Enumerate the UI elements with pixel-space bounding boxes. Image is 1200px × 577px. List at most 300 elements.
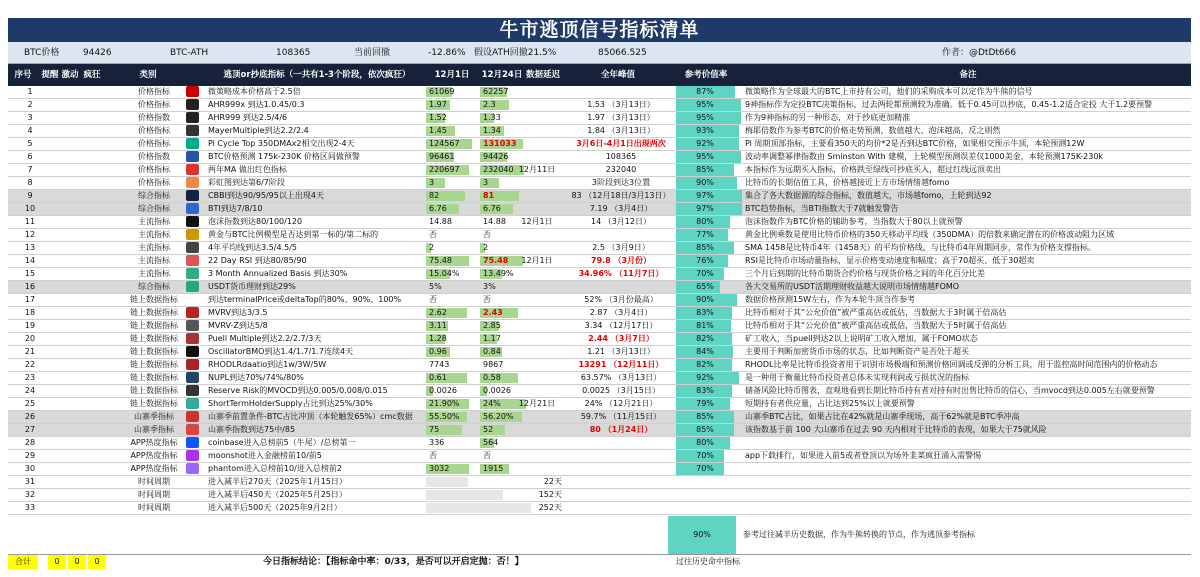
time-rate-cell[interactable]: 90% (668, 516, 736, 554)
row-dec1-value[interactable]: 3.11 (429, 321, 447, 330)
row-id[interactable]: 27 (24, 425, 36, 434)
table-row (8, 372, 1191, 385)
row-dec1-value[interactable]: 1.28 (429, 334, 447, 343)
bp-icon-glyph (186, 151, 199, 162)
time-row-days[interactable]: 22天 (543, 477, 562, 486)
table-row (8, 229, 1191, 242)
row-category[interactable]: 主流指标 (138, 217, 170, 226)
row-category[interactable]: 链上数据指标 (130, 321, 178, 330)
row-rate[interactable]: 83% (696, 386, 714, 395)
row-dec24-value[interactable]: 75.48 (483, 256, 509, 265)
row-indicator[interactable]: OscillatorBMO到达1.4/1.7/1.7连续4天 (208, 347, 354, 356)
row-peak[interactable]: 0.0025 （3月15日） (582, 386, 660, 395)
row-dec24-value[interactable]: 1915 (483, 464, 504, 473)
row-note[interactable]: 短期持有者供应量，占比达到25%以上就要预警 (745, 399, 915, 408)
row-dec1-value[interactable]: 82 (429, 191, 440, 200)
row-rate[interactable]: 87% (696, 87, 714, 96)
row-dec1-value[interactable]: 14.88 (429, 217, 452, 226)
row-dec1-value[interactable]: 3 (429, 178, 435, 187)
row-id[interactable]: 14 (24, 256, 36, 265)
row-dec24-value[interactable]: 否 (483, 295, 491, 304)
row-peak[interactable]: 63.57% （3月13日） (580, 373, 662, 382)
col-id: 序号 (14, 70, 32, 80)
row-dec1-value[interactable]: 5% (429, 282, 442, 291)
row-note[interactable]: 三个月后到期的比特币期货合约价格与现货价格之间的年化百分比差 (745, 269, 985, 278)
col-dec1: 12月1日 (434, 70, 470, 80)
row-rate[interactable]: 92% (696, 139, 714, 148)
row-rate[interactable]: 97% (696, 204, 714, 213)
row-rate[interactable]: 93% (696, 126, 714, 135)
row-indicator[interactable]: BTC价格预测 175k-230K 价格区间做预警 (208, 152, 360, 161)
row-note[interactable]: 山寨季BTC占比，如果占比在42%就是山寨季现场，高于62%就是BTC季冲高 (745, 412, 1020, 421)
row-peak[interactable]: 108365 (605, 152, 637, 161)
row-peak[interactable]: 52% （3月份最高） (584, 295, 658, 304)
row-category[interactable]: 价格指标 (138, 126, 170, 135)
row-dec24-value[interactable]: 9867 (483, 360, 504, 369)
rsi-icon-glyph (186, 255, 199, 266)
row-dec24-value[interactable]: 2.85 (483, 321, 501, 330)
row-id[interactable]: 23 (24, 373, 36, 382)
row-indicator[interactable]: 泡沫指数到达80/100/120 (208, 217, 303, 226)
row-dec24-value[interactable]: 0.58 (483, 373, 501, 382)
row-rate[interactable]: 77% (696, 230, 714, 239)
ahr-icon (186, 112, 199, 124)
row-indicator[interactable]: 到达terminalPrice或deltaTop的80%、90%、100% (208, 295, 402, 304)
row-dec1-value[interactable]: 2 (429, 243, 435, 252)
row-dec1-value[interactable]: 1.45 (429, 126, 447, 135)
row-category[interactable]: 链上数据指标 (130, 360, 178, 369)
row-id[interactable]: 15 (24, 269, 36, 278)
row-peak[interactable]: 59.7% （11月15日） (580, 412, 662, 421)
total-crazy[interactable]: 0 (88, 555, 106, 569)
row-id[interactable]: 13 (24, 243, 36, 252)
btc-price-value[interactable]: 94426 (83, 48, 112, 58)
row-id[interactable]: 1 (27, 87, 33, 96)
ph-icon (186, 463, 199, 475)
row-note[interactable]: 9神指标作为定投BTC决策指标，过去两轮都预测较为准确。低于0.45可以抄底，0.45-1.2适合定投 大于1.2要预警 (745, 100, 1153, 109)
row-indicator[interactable]: moonshot进入金融榜前10/前5 (208, 451, 322, 460)
row-peak[interactable]: 1.21 （3月13日） (587, 347, 655, 356)
row-dec24-value[interactable]: 56.20% (483, 412, 514, 421)
row-category[interactable]: 链上数据指标 (130, 399, 178, 408)
row-peak[interactable]: 3.34 （12月17日） (584, 321, 658, 330)
row-id[interactable]: 11 (24, 217, 36, 226)
row-dec24-value[interactable]: 2.3 (483, 100, 496, 109)
table-row (8, 268, 1191, 281)
row-category[interactable]: 主流指标 (138, 243, 170, 252)
row-dec24-value[interactable]: 13.49% (483, 269, 514, 278)
row-note[interactable]: 作为9神指标的另一种形态，对于抄底更加精准 (745, 113, 911, 122)
row-rate[interactable]: 76% (696, 256, 714, 265)
row-category[interactable]: 价格指数 (138, 113, 170, 122)
row-peak[interactable]: 24% （12月21日） (584, 399, 658, 408)
rb-icon-glyph (186, 177, 199, 188)
row-id[interactable]: 3 (27, 113, 33, 122)
row-dec1-value[interactable]: 21.90% (429, 399, 460, 408)
time-row-category[interactable]: 时间周期 (138, 503, 170, 512)
row-dec1-value[interactable]: 否 (429, 295, 437, 304)
row-category[interactable]: APP热度指标 (130, 438, 178, 447)
row-category[interactable]: 价格指数 (138, 152, 170, 161)
row-dec1-value[interactable]: 3032 (429, 464, 450, 473)
row-id[interactable]: 17 (24, 295, 36, 304)
row-category[interactable]: 综合指标 (138, 204, 170, 213)
row-rate[interactable]: 95% (696, 113, 714, 122)
row-indicator[interactable]: Pi Cycle Top 350DMAx2相交出现2-4天 (208, 139, 355, 148)
row-dec24-value[interactable]: 否 (483, 230, 491, 239)
row-dec1-value[interactable]: 1.52 (429, 113, 447, 122)
row-note[interactable]: RSI是比特币市场动量指标，显示价格变动速度和幅度；高于70超买、低于30超卖 (745, 256, 1035, 265)
row-indicator[interactable]: AHR999x 到达1.0.45/0.3 (208, 100, 305, 109)
row-note[interactable]: 矿工收入，当puell到达2以上说明矿工收入增加，属于FOMO状态 (745, 334, 978, 343)
row-rate[interactable]: 81% (696, 321, 714, 330)
row-id[interactable]: 20 (24, 334, 36, 343)
row-note[interactable]: 比特币相对于其“公允价值”被严重高估或低估，当数据大于5时属于倍高估 (745, 321, 1007, 330)
row-rate[interactable]: 95% (696, 152, 714, 161)
row-rate[interactable]: 80% (696, 217, 714, 226)
row-dec1-value[interactable]: 否 (429, 230, 437, 239)
total-alert[interactable]: 0 (48, 555, 66, 569)
row-rate[interactable]: 70% (696, 464, 714, 473)
row-delay[interactable]: 12月21日 (518, 399, 556, 408)
row-indicator[interactable]: 4年平均线到达3.5/4.5/5 (208, 243, 298, 252)
row-id[interactable]: 24 (24, 386, 36, 395)
row-note[interactable]: 本指标作为远期买入指标，价格跌至绿线可抄底买入，超过红线远顶卖出 (745, 165, 1001, 174)
row-dec24-value[interactable]: 3% (483, 282, 496, 291)
row-dec1-value[interactable]: 15.04% (429, 269, 460, 278)
row-dec24-value[interactable]: 1.34 (483, 126, 501, 135)
row-indicator[interactable]: coinbase进入总榜前5（牛尾）/总榜第一 (208, 438, 356, 447)
row-dec24-value[interactable]: 2 (483, 243, 489, 252)
row-delay[interactable]: 12月11日 (518, 165, 556, 174)
row-dec24-value[interactable]: 131033 (483, 139, 517, 148)
row-dec1-value[interactable]: 0.61 (429, 373, 447, 382)
row-category[interactable]: 主流指标 (138, 256, 170, 265)
row-category[interactable]: 主流指标 (138, 230, 170, 239)
table-row (8, 281, 1191, 294)
row-id[interactable]: 26 (24, 412, 36, 421)
ms-icon-glyph (186, 450, 199, 461)
row-note[interactable]: 数据价格预测15W左右，作为本轮牛顶当作参考 (745, 295, 916, 304)
row-rate[interactable]: 85% (696, 412, 714, 421)
row-dec1-value[interactable]: 336 (429, 438, 445, 447)
row-rate[interactable]: 90% (696, 295, 714, 304)
bmo-icon-glyph (186, 346, 199, 357)
row-id[interactable]: 8 (27, 178, 33, 187)
time-row-category[interactable]: 时间周期 (138, 477, 170, 486)
mvrv-icon-glyph (186, 307, 199, 318)
row-indicator[interactable]: 彩虹图到达第6/7阶段 (208, 178, 285, 187)
row-note[interactable]: app下载排行，如果进入前5或者登顶以为场外韭菜疯狂涌入需警惕 (745, 451, 982, 460)
row-category[interactable]: 价格指标 (138, 87, 170, 96)
row-rate[interactable]: 80% (696, 438, 714, 447)
row-category[interactable]: 链上数据指标 (130, 308, 178, 317)
row-indicator[interactable]: BTI到达7/8/10 (208, 204, 263, 213)
row-rate[interactable]: 70% (696, 451, 714, 460)
row-id[interactable]: 22 (24, 360, 36, 369)
row-dec24-value[interactable]: 62257 (483, 87, 509, 96)
row-dec1-value[interactable]: 61069 (429, 87, 455, 96)
time-row-id[interactable]: 33 (24, 503, 36, 512)
row-rate[interactable]: 83% (696, 308, 714, 317)
assume-drawdown-value[interactable]: 85066.525 (598, 48, 647, 58)
row-note[interactable]: 集合了各大数据源的综合指标，数值越大，市场越fomo，上轮到达92 (745, 191, 992, 200)
time-row-days[interactable]: 152天 (538, 490, 562, 499)
row-id[interactable]: 29 (24, 451, 36, 460)
row-indicator[interactable]: 3 Month Annualized Basis 到达30% (208, 269, 348, 278)
row-indicator[interactable]: 22 Day RSI 到达80/85/90 (208, 256, 307, 265)
row-category[interactable]: 链上数据指标 (130, 295, 178, 304)
row-category[interactable]: 综合指标 (138, 191, 170, 200)
ab-icon-glyph (186, 268, 199, 279)
table-row (8, 307, 1191, 320)
row-indicator[interactable]: ShortTermHolderSupply占比到达25%/30% (208, 399, 373, 408)
row-rate[interactable]: 65% (696, 282, 714, 291)
row-category[interactable]: 综合指标 (138, 282, 170, 291)
rsi-icon (186, 255, 199, 267)
row-id[interactable]: 16 (24, 282, 36, 291)
row-category[interactable]: 主流指标 (138, 269, 170, 278)
row-dec1-value[interactable]: 6.76 (429, 204, 447, 213)
row-indicator[interactable]: USDT货币理财到达29% (208, 282, 296, 291)
bb-icon (186, 216, 199, 228)
row-category[interactable]: 链上数据指标 (130, 386, 178, 395)
row-peak[interactable]: 2.87 （3月4日） (589, 308, 653, 317)
row-note[interactable]: 黄金比例乘数是使用比特币价格的350天移动平均线（350DMA）的倍数来确定潜在的价格波动阻力区域 (745, 230, 1115, 239)
row-delay[interactable]: 12月1日 (521, 256, 553, 265)
row-id[interactable]: 25 (24, 399, 36, 408)
alt2-icon (186, 424, 199, 436)
row-indicator[interactable]: MVRV-Z到达5/8 (208, 321, 268, 330)
four-icon-glyph (186, 242, 199, 253)
table-row (8, 203, 1191, 216)
sth-icon-glyph (186, 398, 199, 409)
footer-row (8, 554, 1191, 568)
row-dec24-value[interactable]: 564 (483, 438, 499, 447)
row-id[interactable]: 12 (24, 230, 36, 239)
row-peak[interactable]: 13291 （12月11日） (578, 360, 664, 369)
sheet-title: 牛市逃顶信号指标清单 (8, 18, 1191, 42)
row-note[interactable]: 泡沫指数作为BTC价格的辅助参考，当指数大于80以上就预警 (745, 217, 963, 226)
gold-icon (186, 229, 199, 241)
row-id[interactable]: 18 (24, 308, 36, 317)
ahr-icon-glyph (186, 112, 199, 123)
col-note: 备注 (959, 70, 977, 80)
row-dec1-value[interactable]: 75.48 (429, 256, 452, 265)
row-note[interactable]: 微策略作为全球最大的BTC上市持有公司，他们的采购成本可以定作为牛熊的信号 (745, 87, 1033, 96)
row-category[interactable]: 价格指标 (138, 100, 170, 109)
row-dec24-value[interactable]: 1.17 (483, 334, 501, 343)
row-dec24-value[interactable]: 0.0026 (483, 386, 511, 395)
row-peak[interactable]: 80 （1月24日） (589, 425, 653, 434)
row-indicator[interactable]: phantom进入总榜前10/进入总榜前2 (208, 464, 342, 473)
row-peak[interactable]: 34.96% （11月7日） (578, 269, 664, 278)
col-delay: 数据延迟 (525, 70, 560, 80)
row-dec1-value[interactable]: 124567 (429, 139, 460, 148)
row-indicator[interactable]: Puell Multiple到达2.2/2.7/3天 (208, 334, 322, 343)
row-dec1-value[interactable]: 2.62 (429, 308, 447, 317)
row-dec24-value[interactable]: 24% (483, 399, 501, 408)
row-id[interactable]: 7 (27, 165, 33, 174)
row-peak[interactable]: 3阶段到达3位置 (591, 178, 651, 187)
row-indicator[interactable]: 山寨季指数到达75中/85 (208, 425, 296, 434)
row-peak[interactable]: 2.44 （3月7日） (588, 334, 654, 343)
row-indicator[interactable]: 两年MA 做出红色指标 (208, 165, 287, 174)
row-note[interactable]: 主要用于判断加密货币市场的状态，比如判断资产是否处于超买 (745, 347, 969, 356)
bmo-icon (186, 346, 199, 358)
row-dec24-value[interactable]: 2.43 (483, 308, 503, 317)
row-dec24-value[interactable]: 94426 (483, 152, 509, 161)
time-row-days[interactable]: 252天 (538, 503, 562, 512)
row-rate[interactable]: 82% (696, 334, 714, 343)
row-dec24-value[interactable]: 0.84 (483, 347, 501, 356)
history-hit-label: 过往历史命中指标 (676, 557, 740, 566)
gold-icon-glyph (186, 229, 199, 240)
row-dec24-value[interactable]: 6.76 (483, 204, 501, 213)
puell-icon (186, 333, 199, 345)
row-id[interactable]: 28 (24, 438, 36, 447)
row-id[interactable]: 19 (24, 321, 36, 330)
time-row-id[interactable]: 32 (24, 490, 36, 499)
row-dec1-value[interactable]: 1.97 (429, 100, 447, 109)
row-note[interactable]: SMA 1458是比特币4年（1458天）的平均价格线，与比特币4年周期同步，常作为价格支撑指标。 (745, 243, 1096, 252)
row-peak[interactable]: 232040 (605, 165, 637, 174)
row-rate[interactable]: 92% (696, 373, 714, 382)
row-dec24-value[interactable]: 否 (483, 451, 491, 460)
time-note-cell[interactable]: 参考过往减半历史数据，作为牛熊转换的节点，作为逃顶参考指标 (743, 530, 975, 539)
table-row (8, 333, 1191, 346)
row-dec24-value[interactable]: 1.33 (483, 113, 501, 122)
row-dec1-value[interactable]: 75 (429, 425, 440, 434)
row-category[interactable]: 山寨季指标 (134, 425, 174, 434)
row-peak[interactable]: 1.53 （3月13日） (587, 100, 655, 109)
row-rate[interactable]: 85% (696, 165, 714, 174)
row-rate[interactable]: 70% (696, 269, 714, 278)
row-indicator[interactable]: 山寨季前置条件-BTC占比冲顶（本轮触发65%）cmc数据 (208, 412, 413, 421)
alt2-icon-glyph (186, 424, 199, 435)
row-rate[interactable]: 95% (696, 100, 714, 109)
row-rate[interactable]: 85% (696, 243, 714, 252)
row-category[interactable]: APP热度指标 (130, 451, 178, 460)
row-rate[interactable]: 84% (696, 347, 714, 356)
row-id[interactable]: 21 (24, 347, 36, 356)
row-dec24-value[interactable]: 3 (483, 178, 489, 187)
row-peak[interactable]: 1.97 （3月13日） (587, 113, 655, 122)
time-row-category[interactable]: 时间周期 (138, 490, 170, 499)
time-row-id[interactable]: 31 (24, 477, 36, 486)
row-note[interactable]: 波动率调整幂律指数由 Sminston With 建模，上轮模型预测误差仅1000美金，本轮预测175K-230k (745, 152, 1104, 161)
row-peak[interactable]: 1.84 （3月13日） (587, 126, 655, 135)
row-dec24-value[interactable]: 14.88 (483, 217, 506, 226)
row-rate[interactable]: 82% (696, 360, 714, 369)
row-note[interactable]: 比特币相对于其“公允价值”被严重高估或低估，当数据大于3时属于倍高估 (745, 308, 1007, 317)
row-rate[interactable]: 79% (696, 399, 714, 408)
row-dec24-value[interactable]: 81 (483, 191, 495, 200)
time-row-desc[interactable]: 进入减半后500天（2025年9月2日） (208, 503, 342, 512)
total-excited[interactable]: 0 (68, 555, 86, 569)
row-dec1-value[interactable]: 0.96 (429, 347, 447, 356)
usdt-icon-glyph (186, 281, 199, 292)
row-peak[interactable]: 14 （3月12日） (591, 217, 651, 226)
row-category[interactable]: 价格指标 (138, 178, 170, 187)
time-row-desc[interactable]: 进入减半后450天（2025年5月25日） (208, 490, 347, 499)
row-note[interactable]: 比特币的长期估值工具，价格越接近上方市场情绪越fomo (745, 178, 950, 187)
ath-value[interactable]: 108365 (276, 48, 311, 58)
row-peak[interactable]: 83 （12月18日/3月13日） (571, 191, 671, 200)
row-note[interactable]: 梅耶倍数作为参考BTC的价格走势预测，数值越大、泡沫越高，反之则然 (745, 126, 1001, 135)
total-label: 合计 (8, 555, 38, 569)
row-note[interactable]: BTC趋势指标，当BTI指数大于7就触发警告 (745, 204, 899, 213)
row-id[interactable]: 30 (24, 464, 36, 473)
row-delay[interactable]: 12月1日 (521, 217, 553, 226)
row-category[interactable]: 山寨季指标 (134, 412, 174, 421)
row-note[interactable]: 各大交易所的USDT活期理财收益越大说明市场情绪越FOMO (745, 282, 960, 291)
row-id[interactable]: 9 (27, 191, 33, 200)
row-indicator[interactable]: 微策略成本价格高于2.5倍 (208, 87, 301, 96)
row-category[interactable]: 链上数据指标 (130, 347, 178, 356)
row-category[interactable]: APP热度指标 (130, 464, 178, 473)
row-category[interactable]: 链上数据指标 (130, 334, 178, 343)
row-peak[interactable]: 2.5 （3月9日） (592, 243, 650, 252)
row-dec24-value[interactable]: 52 (483, 425, 494, 434)
row-rate[interactable]: 97% (696, 191, 714, 200)
row-id[interactable]: 5 (27, 139, 33, 148)
row-dec1-value[interactable]: 0.0026 (429, 386, 457, 395)
row-note[interactable]: 该指数基于前 100 大山寨币在过去 90 天内相对于比特币的表现，如果大于75就风险 (745, 425, 1047, 434)
row-indicator[interactable]: Reserve Risk的MVOCD到达0.005/0.008/0.015 (208, 386, 388, 395)
row-note[interactable]: 储备风险比特币图表，直观地看到长期比特币持有者对持有时出售比特币的信心，当mvocd到达0.005左右就要预警 (745, 386, 1155, 395)
row-dec1-value[interactable]: 220697 (429, 165, 460, 174)
row-dec24-value[interactable]: 232040 (483, 165, 514, 174)
row-peak[interactable]: 3月6日-4月1日出现两次 (576, 139, 666, 148)
row-indicator[interactable]: 黄金与BTC比例模型是否达到第一标的/第二标的 (208, 230, 379, 239)
pi-icon-glyph (186, 138, 199, 149)
row-indicator[interactable]: RHODLRdaatio到达1w/3W/5W (208, 360, 327, 369)
row-indicator[interactable]: CBBI到达90/95/95以上出现4天 (208, 191, 324, 200)
row-id[interactable]: 10 (24, 204, 36, 213)
time-row-desc[interactable]: 进入减半后270天（2025年1月15日） (208, 477, 347, 486)
row-id[interactable]: 2 (27, 100, 33, 109)
row-indicator[interactable]: MayerMultiple到达2.2/2.4 (208, 126, 309, 135)
row-peak[interactable]: 79.8 （3月份） (590, 256, 652, 265)
row-indicator[interactable]: AHR999 到达2.5/4/6 (208, 113, 288, 122)
row-indicator[interactable]: NUPL到达70%/74%/80% (208, 373, 304, 382)
row-note[interactable]: RHODL比率是比特币投资者用于识别市场极端和预测价格回调或反弹的分析工具，用于监控高时间范围内的价格动态 (745, 360, 1158, 369)
drawdown-value[interactable]: -12.86% (428, 48, 466, 58)
row-dec1-value[interactable]: 55.50% (429, 412, 460, 421)
row-indicator[interactable]: MVRV到达3/3.5 (208, 308, 268, 317)
row-note[interactable]: Pi 周期顶部指标，主要看350天的均价*2是否到达BTC价格，如果相交预示牛顶，本轮预测12W (745, 139, 1085, 148)
column-header-row (8, 64, 1191, 86)
row-id[interactable]: 4 (27, 126, 33, 135)
col-crazy: 疯狂 (83, 70, 101, 80)
row-dec1-value[interactable]: 否 (429, 451, 437, 460)
row-category[interactable]: 链上数据指标 (130, 373, 178, 382)
row-rate[interactable]: 90% (696, 178, 714, 187)
row-category[interactable]: 价格指标 (138, 139, 170, 148)
ph-icon-glyph (186, 463, 199, 474)
row-peak[interactable]: 7.19 （3月4日） (589, 204, 653, 213)
row-dec1-value[interactable]: 7743 (429, 360, 450, 369)
table-row (8, 385, 1191, 398)
row-rate[interactable]: 85% (696, 425, 714, 434)
row-dec1-value[interactable]: 96461 (429, 152, 455, 161)
conclusion-text: 今日指标结论：【指标命中率：0/33，是否可以开启定抛：否！】 (263, 557, 524, 567)
row-id[interactable]: 6 (27, 152, 33, 161)
row-note[interactable]: 是一种用于衡量比特币投资者总体未实现利润或亏损状况的指标 (745, 373, 969, 382)
rhodl-icon-glyph (186, 359, 199, 370)
row-category[interactable]: 价格指标 (138, 165, 170, 174)
